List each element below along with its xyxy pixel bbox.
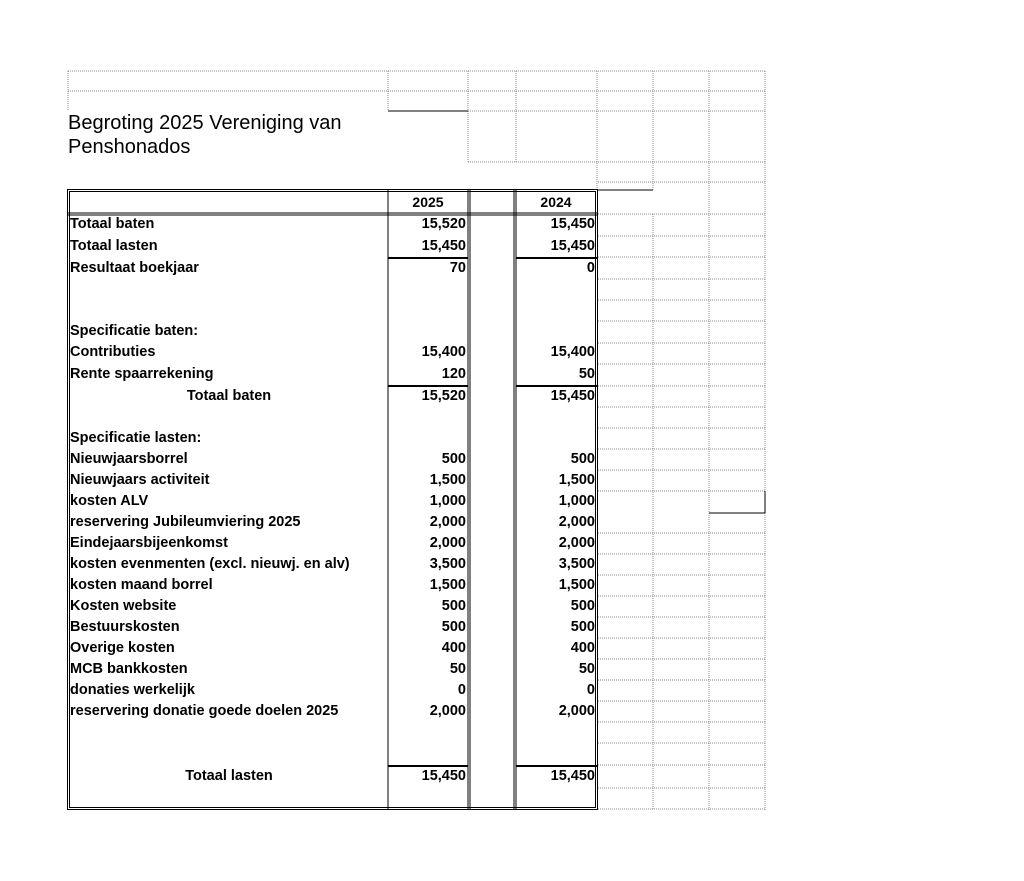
table-row	[0, 449, 1024, 470]
table-row	[0, 533, 1024, 554]
value-2025: 15,520	[421, 388, 466, 404]
table-row	[0, 575, 1024, 596]
value-2024: 2,000	[558, 514, 595, 530]
row-label: Rente spaarrekening	[70, 366, 214, 382]
value-2024: 500	[570, 619, 595, 635]
table-row	[0, 258, 1024, 279]
table-row	[0, 659, 1024, 680]
value-2024: 2,000	[558, 535, 595, 551]
row-label: Kosten website	[70, 598, 177, 614]
value-2025: 400	[441, 640, 466, 656]
table-row	[0, 470, 1024, 491]
row-label: Contributies	[70, 344, 156, 360]
value-2024: 1,500	[558, 472, 595, 488]
row-label: Nieuwjaarsborrel	[70, 451, 188, 467]
section-heading-label: Specificatie baten:	[70, 323, 199, 339]
value-2025: 2,000	[429, 535, 466, 551]
value-2024: 15,400	[550, 344, 595, 360]
value-2024: 500	[570, 598, 595, 614]
value-2025: 2,000	[429, 703, 466, 719]
value-2025: 15,450	[421, 238, 466, 254]
value-2025: 3,500	[429, 556, 466, 572]
total-label: Totaal lasten	[185, 768, 273, 784]
table-row	[0, 214, 1024, 235]
table-row	[0, 342, 1024, 363]
value-2024: 50	[578, 366, 595, 382]
value-2025: 2,000	[429, 514, 466, 530]
value-2025: 500	[441, 451, 466, 467]
table-row	[0, 236, 1024, 257]
table-row	[0, 491, 1024, 512]
value-2024: 15,450	[550, 238, 595, 254]
row-label: Resultaat boekjaar	[70, 260, 199, 276]
value-2024: 500	[570, 451, 595, 467]
row-label: Nieuwjaars activiteit	[70, 472, 210, 488]
value-2025: 500	[441, 619, 466, 635]
row-label: Totaal baten	[70, 216, 155, 232]
total-row-baten	[0, 386, 1024, 407]
value-2025: 1,500	[429, 577, 466, 593]
column-header-2024: 2024	[540, 194, 572, 210]
value-2025: 15,520	[421, 216, 466, 232]
row-label: Bestuurskosten	[70, 619, 180, 635]
value-2025: 0	[457, 682, 466, 698]
value-2025: 1,000	[429, 493, 466, 509]
value-2024: 3,500	[558, 556, 595, 572]
table-row	[0, 701, 1024, 722]
value-2024: 0	[586, 260, 595, 276]
value-2024: 15,450	[550, 216, 595, 232]
column-header-2025: 2025	[412, 194, 444, 210]
total-row-lasten	[0, 766, 1024, 787]
value-2025: 50	[449, 661, 466, 677]
row-label: Totaal lasten	[70, 238, 158, 254]
value-2024: 400	[570, 640, 595, 656]
value-2024: 1,000	[558, 493, 595, 509]
row-label: kosten maand borrel	[70, 577, 213, 593]
value-2024: 0	[586, 682, 595, 698]
row-label: kosten evenmenten (excl. nieuwj. en alv)	[70, 556, 350, 572]
row-label: reservering donatie goede doelen 2025	[70, 703, 339, 719]
row-label: donaties werkelijk	[70, 682, 195, 698]
value-2024: 15,450	[550, 388, 595, 404]
value-2025: 1,500	[429, 472, 466, 488]
value-2025: 70	[449, 260, 466, 276]
value-2025: 120	[441, 366, 466, 382]
row-label: Eindejaarsbijeenkomst	[70, 535, 228, 551]
row-label: MCB bankkosten	[70, 661, 188, 677]
value-2025: 15,400	[421, 344, 466, 360]
table-row	[0, 364, 1024, 385]
value-2024: 50	[578, 661, 595, 677]
row-label: reservering Jubileumviering 2025	[70, 514, 301, 530]
section-heading-lasten	[0, 428, 1024, 449]
value-2024: 1,500	[558, 577, 595, 593]
value-2024: 15,450	[550, 768, 595, 784]
section-heading-baten	[0, 321, 1024, 342]
section-heading-label: Specificatie lasten:	[70, 430, 202, 446]
row-label: Overige kosten	[70, 640, 175, 656]
total-label: Totaal baten	[186, 388, 272, 404]
value-2025: 500	[441, 598, 466, 614]
table-row	[0, 680, 1024, 701]
table-row	[0, 596, 1024, 617]
value-2025: 15,450	[421, 768, 466, 784]
table-row	[0, 554, 1024, 575]
table-row	[0, 512, 1024, 533]
page-title: Begroting 2025 Vereniging van Penshonados	[68, 112, 342, 158]
value-2024: 2,000	[558, 703, 595, 719]
table-row	[0, 638, 1024, 659]
row-label: kosten ALV	[70, 493, 149, 509]
table-row	[0, 617, 1024, 638]
